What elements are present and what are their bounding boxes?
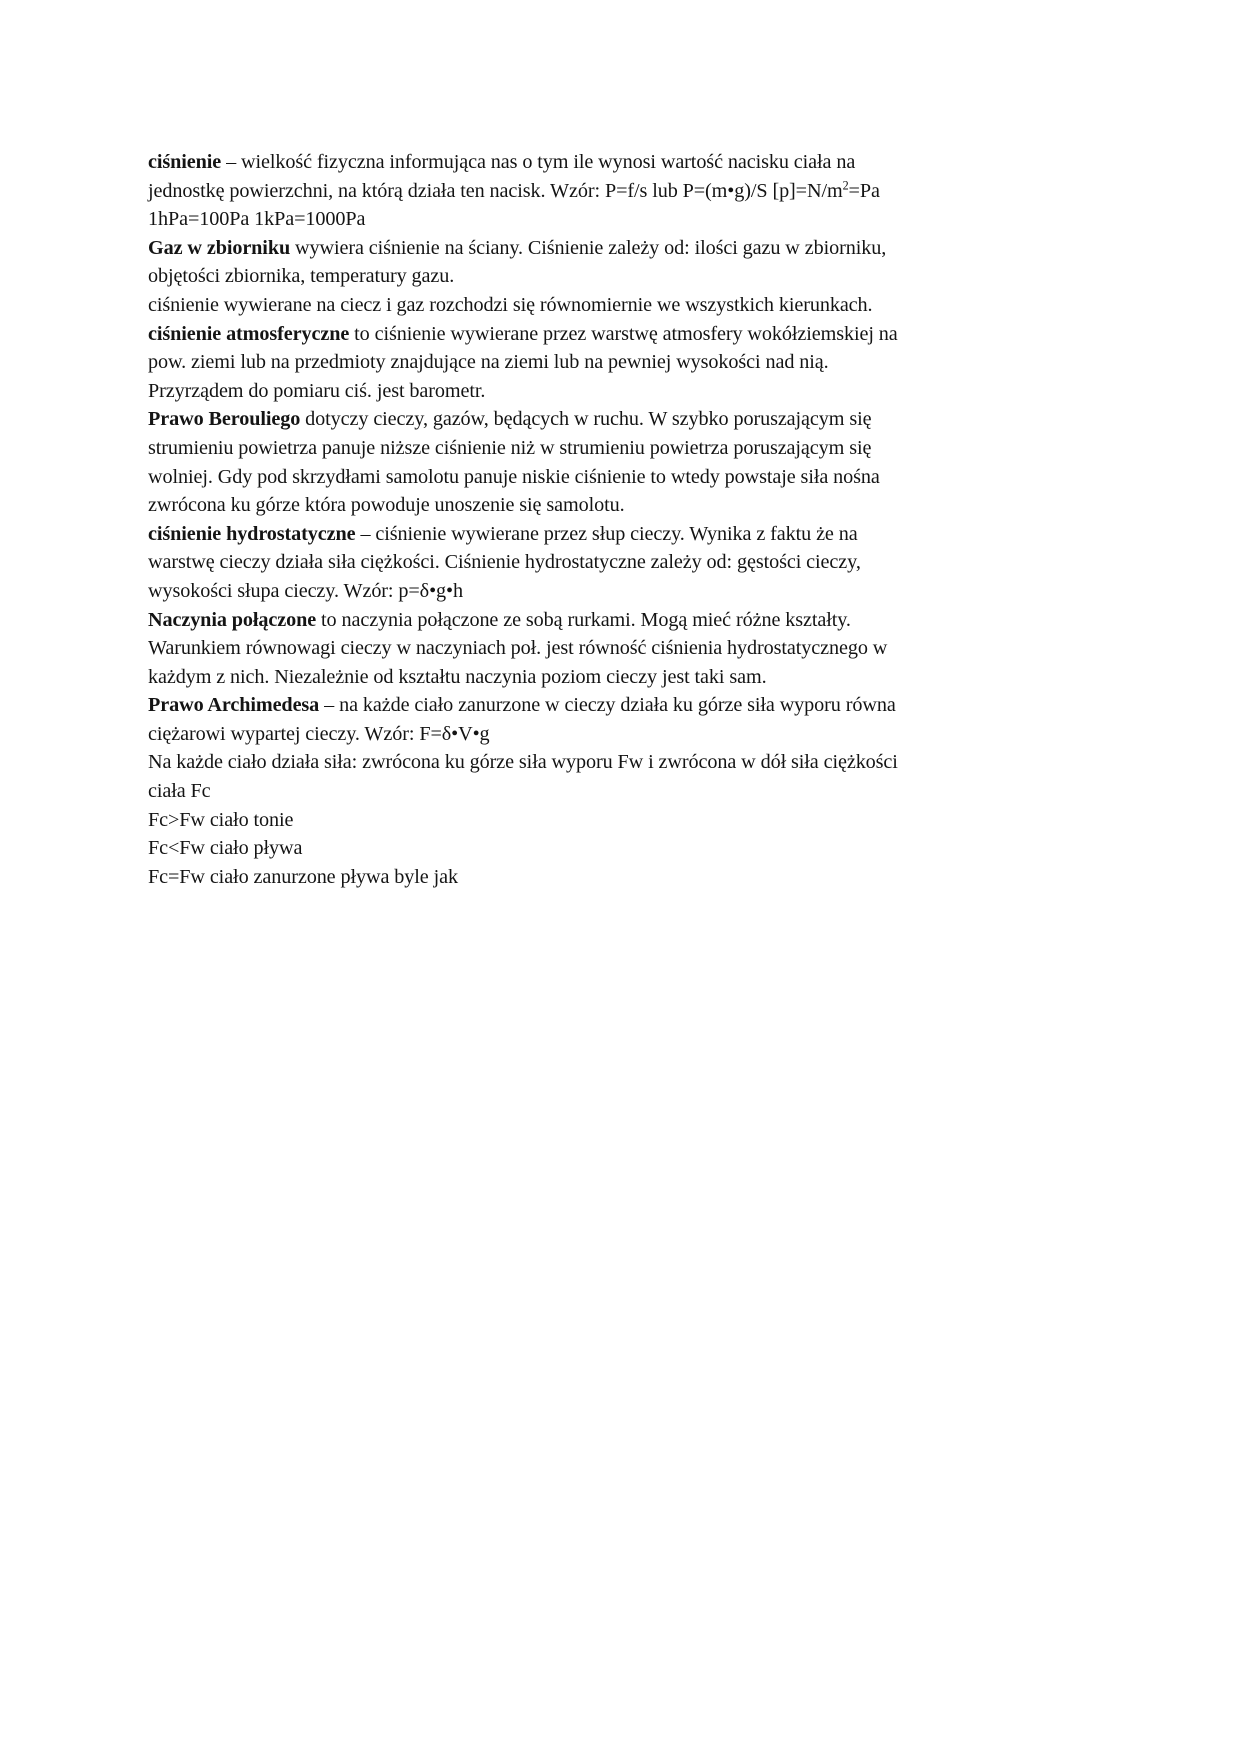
line-hydrostatyczne-formula: wysokości słupa cieczy. Wzór: p=δ•g•h xyxy=(148,579,464,602)
line-naczynia-cont-2: każdym z nich. Niezależnie od kształtu naczynia poziom cieczy jest taki sam. xyxy=(148,665,767,688)
line-archimedes-formula: ciężarowi wypartej cieczy. Wzór: F=δ•V•g xyxy=(148,722,490,745)
line-pascal: ciśnienie wywierane na ciecz i gaz rozchodzi się równomiernie we wszystkich kierunkach. xyxy=(148,293,873,316)
line-gaz-zbiornik: Gaz w zbiorniku wywiera ciśnienie na ściany. Ciśnienie zależy od: ilości gazu w zbiorniku, xyxy=(148,236,887,259)
line-case-sinks: Fc>Fw ciało tonie xyxy=(148,808,294,831)
line-atmosferyczne: ciśnienie atmosferyczne to ciśnienie wywierane przez warstwę atmosfery wokółziemskiej na xyxy=(148,322,898,345)
term-naczynia-polaczone: Naczynia połączone xyxy=(148,608,317,631)
line-hydrostatyczne-cont-1: warstwę cieczy działa siła ciężkości. Ciśnienie hydrostatyczne zależy od: gęstości cieczy, xyxy=(148,551,861,574)
line-cisnienie-formula: jednostkę powierzchni, na którą działa ten nacisk. Wzór: P=f/s lub P=(m•g)/S $[p]=N/m^2=Pa$ xyxy=(148,177,880,202)
line-bernoulli-cont-3: zwrócona ku górze która powoduje unoszenie się samolotu. xyxy=(148,494,625,517)
line-case-floats: Fc<Fw ciało pływa xyxy=(148,837,303,860)
line-bernoulli: Prawo Berouliego dotyczy cieczy, gazów, będących w ruchu. W szybko poruszającym się xyxy=(148,408,872,431)
line-case-neutral: Fc=Fw ciało zanurzone pływa byle jak xyxy=(148,865,458,888)
line-hydrostatyczne: ciśnienie hydrostatyczne – ciśnienie wywierane przez słup cieczy. Wynika z faktu że na xyxy=(148,522,858,545)
line-naczynia: Naczynia połączone to naczynia połączone ze sobą rurkami. Mogą mieć różne kształty. xyxy=(148,608,851,631)
term-prawo-bernoulliego: Prawo Berouliego xyxy=(148,408,301,431)
document-page xyxy=(148,148,1088,891)
line-barometr: Przyrządem do pomiaru ciś. jest barometr. xyxy=(148,379,486,402)
line-archimedes: Prawo Archimedesa – na każde ciało zanurzone w cieczy działa ku górze siła wyporu równa xyxy=(148,694,896,717)
line-gaz-zbiornik-cont: objętości zbiornika, temperatury gazu. xyxy=(148,265,455,288)
superscript: 2 xyxy=(842,177,849,192)
line-forces-cont: ciała Fc xyxy=(148,780,211,803)
line-bernoulli-cont-2: wolniej. Gdy pod skrzydłami samolotu panuje niskie ciśnienie to wtedy powstaje siła nośna xyxy=(148,465,880,488)
line-cisnienie-definition: ciśnienie – wielkość fizyczna informująca nas o tym ile wynosi wartość nacisku ciała na xyxy=(148,151,856,173)
term-cisnienie-hydrostatyczne: ciśnienie hydrostatyczne xyxy=(148,522,356,545)
line-naczynia-cont-1: Warunkiem równowagi cieczy w naczyniach poł. jest równość ciśnienia hydrostatycznego w xyxy=(148,637,888,660)
line-unit-conversion: 1hPa=100Pa 1kPa=1000Pa xyxy=(148,208,366,231)
term-cisnienie: ciśnienie xyxy=(148,151,222,173)
term-gaz-w-zbiorniku: Gaz w zbiorniku xyxy=(148,236,291,259)
line-atmosferyczne-cont: pow. ziemi lub na przedmioty znajdujące na ziemi lub na pewniej wysokości nad nią. xyxy=(148,351,829,374)
term-cisnienie-atmosferyczne: ciśnienie atmosferyczne xyxy=(148,322,350,345)
term-prawo-archimedesa: Prawo Archimedesa xyxy=(148,694,320,717)
line-forces: Na każde ciało działa siła: zwrócona ku górze siła wyporu Fw i zwrócona w dół siła ciężkości xyxy=(148,751,898,774)
line-bernoulli-cont-1: strumieniu powietrza panuje niższe ciśnienie niż w strumieniu powietrza poruszającym się xyxy=(148,436,872,459)
